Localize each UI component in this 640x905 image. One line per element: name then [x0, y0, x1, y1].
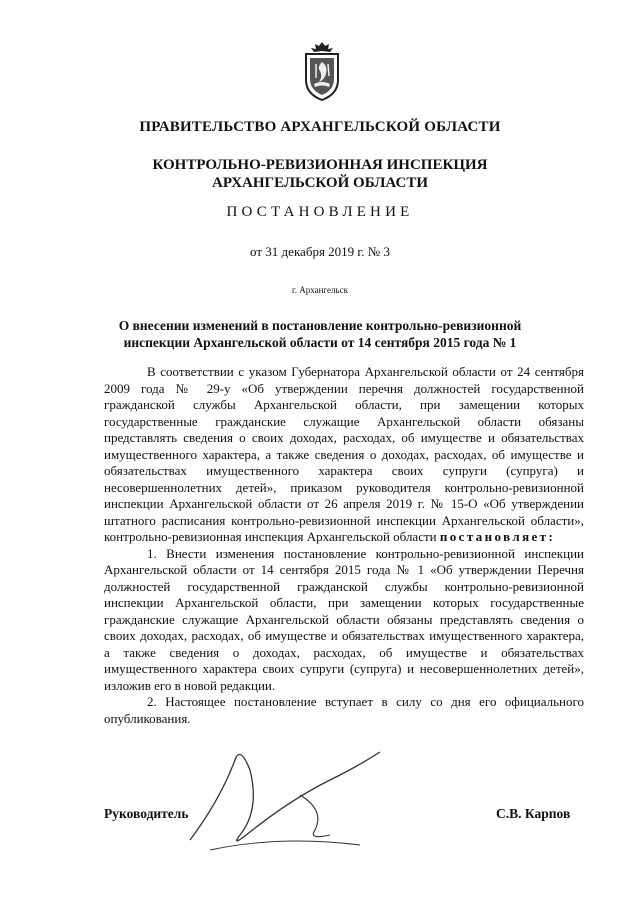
- government-name: ПРАВИТЕЛЬСТВО АРХАНГЕЛЬСКОЙ ОБЛАСТИ: [139, 119, 501, 135]
- item-1-paragraph: 1. Внести изменения постановление контрольно-ревизионной инспекции Архангельской области от 14 сентября 2015 года № 1 «Об утверждении Перечня должностей государственной гражданской службы контрольно-ревизионной инспекции Архангельской области, при замещении которых государственные гражданские служащие Архангельской области обязаны представлять сведения о своих доходах, расходах, об имуществе и обязательствах имущественного характера, а также сведения о доходах, расходах, об имуществе и обязательствах имущественного характера своих супруги (супруга) и несовершеннолетних детей», изложив его в новой редакции.: [104, 545, 584, 693]
- decree-word: постановляет:: [439, 529, 556, 544]
- document-type: ПОСТАНОВЛЕНИЕ: [226, 204, 414, 220]
- document-city: г. Архангельск: [292, 285, 348, 295]
- document-body: [104, 364, 584, 727]
- preamble-paragraph: [104, 364, 584, 546]
- item-2-paragraph: 2. Настоящее постановление вступает в силу со дня его официального опубликования.: [104, 694, 584, 726]
- agency-name-line1: КОНТРОЛЬНО-РЕВИЗИОННАЯ ИНСПЕКЦИЯ: [152, 157, 488, 173]
- agency-name-line2: АРХАНГЕЛЬСКОЙ ОБЛАСТИ: [212, 175, 428, 191]
- document-date-number: от 31 декабря 2019 г. № 3: [250, 244, 390, 259]
- document-title-line2: инспекции Архангельской области от 14 сентября 2015 года № 1: [123, 335, 517, 350]
- document-title-line1: О внесении изменений в постановление контрольно-ревизионной: [118, 318, 522, 333]
- agency-name: [0, 156, 640, 192]
- signer-position: Руководитель: [104, 806, 189, 821]
- signer-name: С.В. Карпов: [496, 806, 571, 821]
- coat-of-arms-icon: [302, 40, 342, 102]
- document-title: [0, 317, 640, 351]
- handwritten-signature: [180, 740, 410, 860]
- preamble-text: В соответствии с указом Губернатора Архангельской области от 24 сентября 2009 года № 29-у «Об утверждении перечня должностей государственной гражданской службы Архангельской области, при замещении которых государственные гражданские служащие Архангельской области обязаны представлять сведения о своих доходах, расходах, об имуществе и обязательствах имущественного характера, а также сведения о доходах, расходах, об имуществе и обязательствах имущественного характера своих супруги (супруга) и несовершеннолетних детей», приказом руководителя контрольно-ревизионной инспекции Архангельской области от 26 апреля 2019 г. № 15-О «Об утверждении штатного расписания контрольно-ревизионной инспекции Архангельской области», контрольно-ревизионная инспекция Архангельской области: [104, 364, 584, 544]
